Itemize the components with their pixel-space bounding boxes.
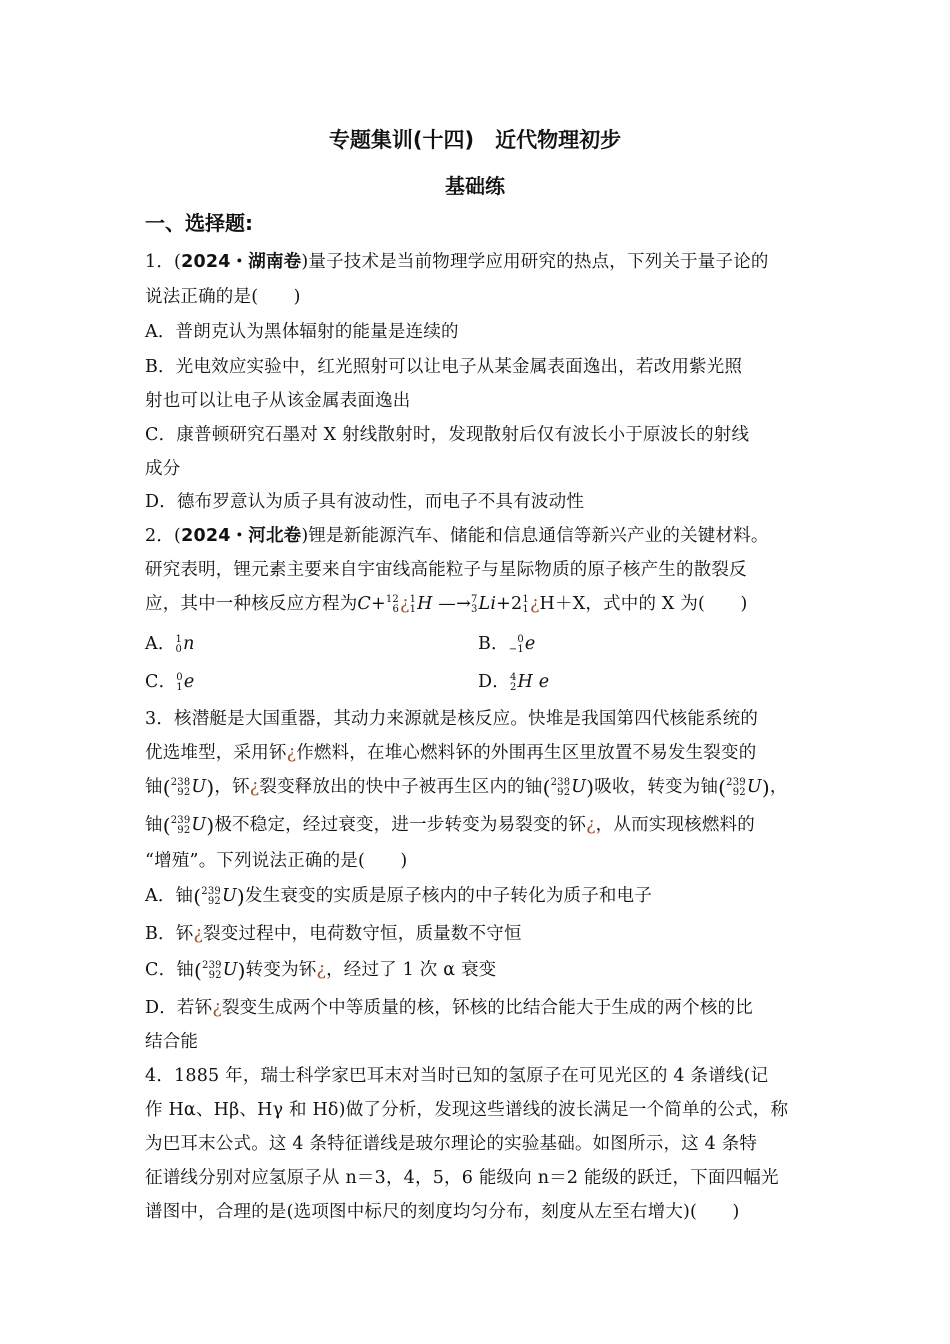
q3-line-1: 3．核潜艇是大国重器，其动力来源就是核反应。快堆是我国第四代核能系统的 (145, 709, 759, 729)
q2-line-2: 研究表明，锂元素主要来自宇宙线高能粒子与星际物质的原子核产生的散裂反 (145, 560, 747, 580)
q4-line-4: 征谱线分别对应氢原子从 n＝3，4，5，6 能级向 n＝2 能级的跃迁，下面四幅光 (145, 1168, 779, 1188)
q4-line-5: 谱图中，合理的是(选项图中标尺的刻度均匀分布，刻度从左至右增大)( ) (145, 1202, 740, 1222)
q2-source-tag: 2024・河北卷 (181, 526, 302, 546)
q3-option-d: D．若钚¿裂变生成两个中等质量的核，钚核的比结合能大于生成的两个核的比 (145, 998, 753, 1018)
q1-option-b: B．光电效应实验中，红光照射可以让电子从某金属表面逸出，若改用紫光照 (145, 357, 743, 377)
q2-option-a: A． 1 0 n (145, 633, 195, 655)
q3-line-3: 铀( 238 92 U)，钚¿裂变释放出的快中子被再生区内的铀( 238 92 U)吸收，转变为铀( 239 92 U)， (145, 775, 788, 800)
q4-line-2: 作 Hα、Hβ、Hγ 和 Hδ)做了分析，发现这些谱线的波长满足一个简单的公式，称 (145, 1100, 789, 1120)
q1-option-c: C．康普顿研究石墨对 X 射线散射时，发现散射后仅有波长小于原波长的射线 (145, 425, 750, 445)
q1-option-c-cont: 成分 (145, 459, 181, 479)
q4-line-3: 为巴耳末公式。这 4 条特征谱线是玻尔理论的实验基础。如图所示，这 4 条特 (145, 1134, 758, 1154)
q1-line-1: 1．(2024・湖南卷)量子技术是当前物理学应用研究的热点，下列关于量子论的 (145, 252, 769, 272)
q3-line-5: “增殖”。下列说法正确的是( ) (145, 851, 408, 871)
q3-option-d-cont: 结合能 (145, 1032, 199, 1052)
q3-option-a: A．铀( 239 92 U)发生衰变的实质是原子核内的中子转化为质子和电子 (145, 884, 653, 909)
q3-option-b: B．钚¿裂变过程中，电荷数守恒，质量数不守恒 (145, 924, 522, 944)
q3-line-2: 优选堆型，采用钚¿作燃料，在堆心燃料钚的外围再生区里放置不易发生裂变的 (145, 743, 757, 763)
q4-line-1: 4．1885 年，瑞士科学家巴耳末对当时已知的氢原子在可见光区的 4 条谱线(记 (145, 1066, 769, 1086)
q2-option-c: C． 0 1 e (145, 671, 195, 693)
q1-option-a: A．普朗克认为黑体辐射的能量是连续的 (145, 322, 459, 342)
q1-option-b-cont: 射也可以让电子从该金属表面逸出 (145, 391, 411, 411)
q1-line-2: 说法正确的是( ) (145, 287, 301, 307)
page-title: 专题集训(十四) 近代物理初步 (328, 128, 622, 152)
section-heading: 一、选择题: (145, 211, 253, 235)
page-subtitle: 基础练 (445, 174, 505, 198)
q2-line-3: 应，其中一种核反应方程为C+ 12 6 ¿ 1 1 H —→ 7 3 Li+2 1 1 ¿H＋X，式中的 X 为( ) (145, 593, 748, 615)
q3-option-c: C．铀( 239 92 U)转变为钚¿，经过了 1 次 α 衰变 (145, 958, 497, 983)
q2-option-d: D． 4 2 H e (478, 671, 550, 693)
q2-line-1: 2．(2024・河北卷)锂是新能源汽车、储能和信息通信等新兴产业的关键材料。 (145, 526, 769, 546)
q2-option-b: B． 0 −1 e (478, 633, 536, 655)
q1-option-d: D．德布罗意认为质子具有波动性，而电子不具有波动性 (145, 492, 585, 512)
q1-source-tag: 2024・湖南卷 (181, 252, 302, 272)
q3-line-4: 铀( 239 92 U)极不稳定，经过衰变，进一步转变为易裂变的钚¿，从而实现核燃料的 (145, 813, 755, 838)
